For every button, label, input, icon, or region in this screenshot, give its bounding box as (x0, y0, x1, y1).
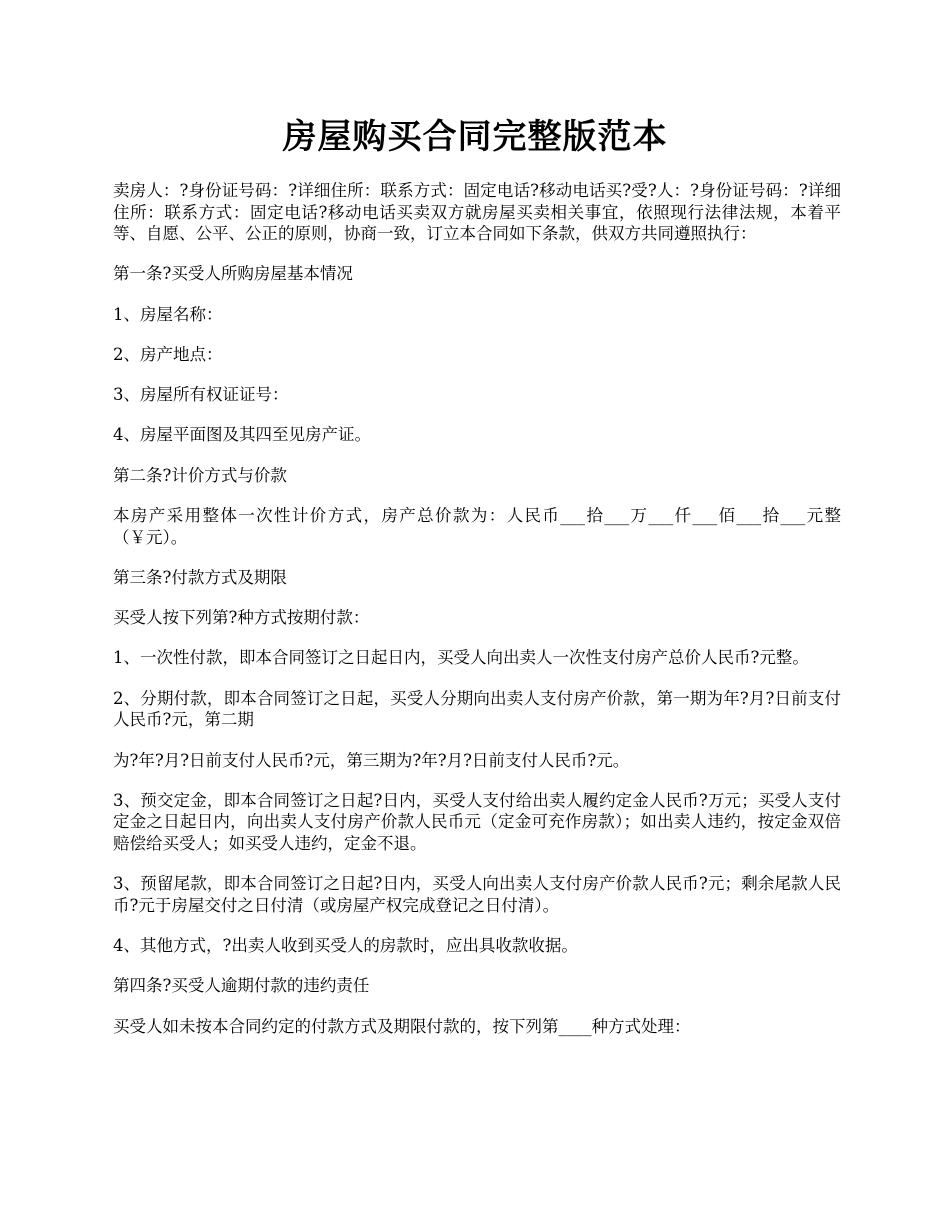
paragraph: 为?年?月?日前支付人民币?元，第三期为?年?月?日前支付人民币?元。 (113, 750, 630, 770)
article-heading: 第一条?买受人所购房屋基本情况 (113, 264, 353, 284)
paragraph-preamble: 卖房人：?身份证号码：?详细住所：联系方式：固定电话?移动电话买?受?人：?身份证号码：?详细住所：联系方式：固定电话?移动电话买卖双方就房屋买卖相关事宜，依照现行法律法规，本着平等、自愿、公平、公正的原则，协商一致，订立本合同如下条款，供双方共同遵照执行： (113, 181, 841, 243)
paragraph: 4、其他方式，?出卖人收到买受人的房款时，应出具收款收据。 (113, 935, 578, 955)
paragraph: 1、一次性付款，即本合同签订之日起日内，买受人向出卖人一次性支付房产总价人民币?元整。 (113, 648, 809, 668)
article-heading: 第四条?买受人逾期付款的违约责任 (113, 976, 370, 996)
paragraph: 1、房屋名称： (113, 304, 223, 324)
document-title: 房屋购买合同完整版范本 (282, 117, 668, 157)
paragraph: 买受人按下列第?种方式按期付款： (113, 608, 370, 628)
paragraph: 买受人如未按本合同约定的付款方式及期限付款的，按下列第____种方式处理： (113, 1016, 691, 1036)
paragraph: 2、分期付款，即本合同签订之日起，买受人分期向出卖人支付房产价款，第一期为年?月?日前支付人民币?元，第二期 (113, 688, 841, 730)
paragraph: 3、房屋所有权证证号： (113, 385, 289, 405)
paragraph: 4、房屋平面图及其四至见房产证。 (113, 425, 371, 445)
document-body (113, 180, 841, 1056)
paragraph: 3、预交定金，即本合同签订之日起?日内，买受人支付给出卖人履约定金人民币?万元；买受人支付定金之日起日内，向出卖人支付房产价款人民币元（定金可充作房款）；如出卖人违约，按定金双倍赔偿给买受人；如买受人违约，定金不退。 (113, 790, 841, 853)
paragraph: 3、预留尾款，即本合同签订之日起?日内，买受人向出卖人支付房产价款人民币?元；剩余尾款人民币?元于房屋交付之日付清（或房屋产权完成登记之日付清）。 (113, 874, 841, 915)
paragraph: 本房产采用整体一次性计价方式，房产总价款为：人民币___拾___万___仟___佰___拾___元整（￥元）。 (113, 506, 842, 547)
article-heading: 第二条?计价方式与价款 (113, 465, 287, 485)
paragraph: 2、房产地点： (113, 344, 223, 364)
article-heading: 第三条?付款方式及期限 (113, 567, 287, 587)
